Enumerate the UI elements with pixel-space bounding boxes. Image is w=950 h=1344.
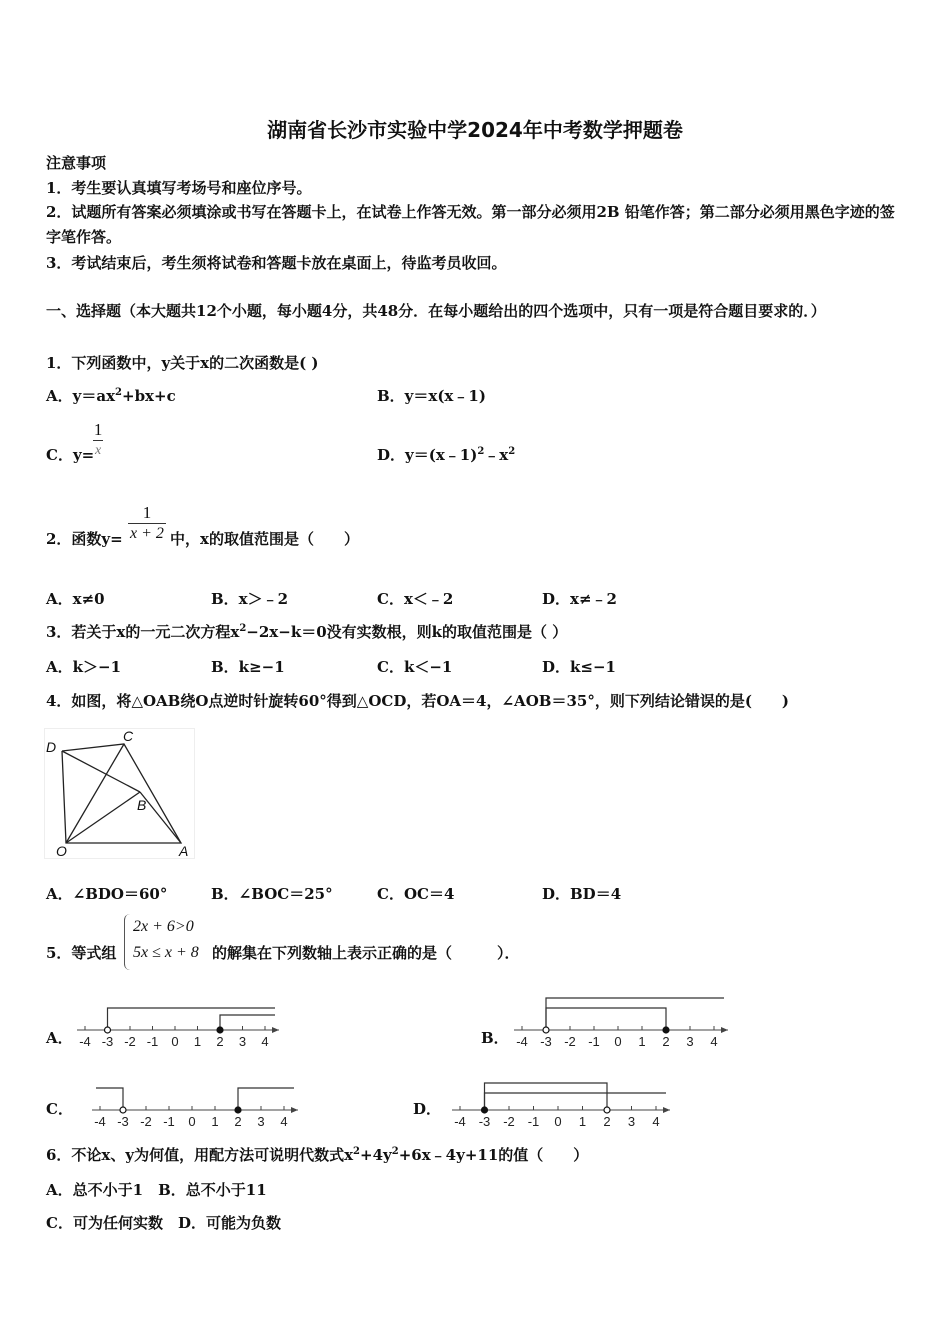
q2-stem-pre: 2．函数y= [46, 530, 123, 548]
tick-label: -3 [540, 1034, 552, 1049]
q4-option-d: D．BD＝4 [542, 885, 622, 903]
q5-inequality-1: 2x + 6>0 [133, 918, 194, 935]
q3-option-a: A．k＞−1 [46, 658, 122, 676]
q4-option-b: B．∠BOC＝25° [211, 885, 333, 903]
tick-label: 2 [234, 1114, 242, 1129]
solution-ray [546, 998, 724, 1030]
tick-label: -1 [527, 1114, 540, 1129]
tick-label: 4 [280, 1114, 288, 1129]
q4-option-c: C．OC＝4 [377, 885, 455, 903]
tick-label: 1 [638, 1034, 646, 1049]
tick-label: -1 [588, 1034, 600, 1049]
tick-label: 4 [261, 1034, 269, 1049]
axis-arrow [272, 1027, 279, 1033]
q6-stem: 6．不论x、y为何值，用配方法可说明代数式$x^2+4y^2+6x﹣4y+11$的值（ ） [46, 1146, 589, 1164]
q1-option-c: C．y= [46, 446, 95, 464]
q4-label-d: D [46, 739, 57, 755]
q2-option-d: D．x≠﹣2 [542, 590, 617, 608]
q4-label-o: O [56, 843, 67, 859]
q3-option-b: B．k≥−1 [211, 658, 285, 676]
q5-numberline-c [70, 1080, 310, 1130]
tick-label: -2 [564, 1034, 576, 1049]
q3-option-c: C．k＜−1 [377, 658, 453, 676]
q5-numberline-d [440, 1075, 680, 1130]
tick-label: 0 [614, 1034, 622, 1049]
q5-inequality-2: 5x ≤ x + 8 [133, 944, 199, 961]
closed-point [235, 1107, 241, 1113]
tick-label: 1 [211, 1114, 219, 1129]
tick-label: -1 [146, 1034, 159, 1049]
q2-stem-post: 中，x的取值范围是（ ） [170, 530, 359, 548]
q4-label-b: B [137, 797, 147, 813]
axis-arrow [291, 1107, 298, 1113]
open-point [543, 1027, 549, 1033]
q5-stem-pre: 5．等式组 [46, 944, 117, 962]
tick-label: 3 [686, 1034, 694, 1049]
axis-arrow [721, 1027, 728, 1033]
q4-label-c: C [123, 728, 134, 744]
q4-figure [44, 728, 198, 862]
tick-label: 2 [216, 1034, 224, 1049]
q2-option-c: C．x＜﹣2 [377, 590, 454, 608]
tick-label: 0 [554, 1114, 562, 1129]
q5-option-c: C． [46, 1100, 73, 1118]
q5-option-a: A． [46, 1029, 73, 1047]
q1-option-a: A．$y=ax^2+bx+c$ [46, 387, 176, 405]
tick-label: -2 [503, 1114, 515, 1129]
solution-ray [485, 1093, 667, 1110]
open-point [105, 1027, 111, 1033]
tick-label: 1 [193, 1034, 202, 1049]
notice-heading: 注意事项 [46, 154, 107, 172]
closed-point [217, 1027, 223, 1033]
q6-options-cd: C．可为任何实数 D．可能为负数 [46, 1214, 281, 1232]
section-heading: 一、选择题（本大题共12个小题，每小题4分，共48分．在每小题给出的四个选项中，只有一项是符合题目要求的．） [46, 302, 826, 320]
q5-option-d: D． [413, 1100, 442, 1118]
tick-label: -4 [454, 1114, 466, 1129]
q1-option-d: D．$y=(x﹣1)^2﹣x^2$ [377, 446, 516, 464]
tick-label: 3 [238, 1034, 247, 1049]
q3-stem: 3．若关于x的一元二次方程$x^2-2x-k=0$没有实数根，则k的取值范围是（ ） [46, 623, 568, 641]
tick-label: -4 [94, 1114, 106, 1129]
q4-label-a: A [179, 843, 189, 859]
closed-point [663, 1027, 669, 1033]
page-title: 湖南省长沙市实验中学2024年中考数学押题卷 [267, 118, 683, 142]
open-point [120, 1107, 126, 1113]
q2-option-b: B．x＞﹣2 [211, 590, 289, 608]
tick-label: -3 [101, 1034, 114, 1049]
tick-label: -3 [478, 1114, 491, 1129]
tick-label: -1 [163, 1114, 175, 1129]
q1-stem: 1．下列函数中，y关于x的二次函数是( ) [46, 354, 319, 372]
tick-label: 0 [171, 1034, 179, 1049]
closed-point [482, 1107, 488, 1113]
q4-option-a: A．∠BDO＝60° [46, 885, 168, 903]
tick-label: 3 [257, 1114, 265, 1129]
q5-numberline-a [70, 1000, 290, 1050]
tick-label: 4 [652, 1114, 660, 1129]
tick-label: -4 [79, 1034, 91, 1049]
tick-label: 3 [627, 1114, 636, 1129]
tick-label: -2 [124, 1034, 136, 1049]
axis-arrow [663, 1107, 670, 1113]
q6-options-ab: A．总不小于1 B．总不小于11 [46, 1181, 267, 1199]
tick-label: 1 [578, 1114, 587, 1129]
notice-item-3: 3．考试结束后，考生须将试卷和答题卡放在桌面上，待监考员收回。 [46, 254, 507, 272]
solution-ray [108, 1008, 276, 1030]
tick-label: 4 [710, 1034, 718, 1049]
tick-label: 2 [603, 1114, 611, 1129]
solution-ray [238, 1088, 294, 1110]
tick-label: -4 [516, 1034, 528, 1049]
q1-option-b: B．y＝x(x﹣1) [377, 387, 486, 405]
tick-label: 2 [662, 1034, 670, 1049]
q3-option-d: D．k≤−1 [542, 658, 616, 676]
q2-fraction: $\frac{1}{x + 2}$ [130, 503, 164, 542]
solution-ray [546, 1008, 666, 1030]
solution-ray [220, 1015, 275, 1030]
tick-label: -3 [117, 1114, 129, 1129]
q2-option-a: A．x≠0 [46, 590, 105, 608]
q4-stem: 4．如图，将△OAB绕O点逆时针旋转60°得到△OCD，若OA＝4，∠AOB＝35°，则下列结论错误的是( ) [46, 692, 790, 710]
solution-ray [485, 1083, 608, 1110]
open-point [604, 1107, 610, 1113]
notice-item-1: 1．考生要认真填写考场号和座位序号。 [46, 179, 312, 197]
q5-option-b: B． [481, 1029, 509, 1047]
q5-inequality-system [124, 914, 219, 970]
q1-c-fraction: $\frac{1}{x}$ [93, 420, 103, 461]
notice-item-2: 2．试题所有答案必须填涂或书写在答题卡上，在试卷上作答无效。第一部分必须用2B 铅笔作答；第二部分必须用黑色字迹的签字笔作答。 [46, 203, 895, 246]
tick-label: -2 [140, 1114, 152, 1129]
q5-numberline-b [505, 990, 745, 1050]
q5-stem-post: 的解集在下列数轴上表示正确的是（ ）． [212, 944, 520, 962]
tick-label: 0 [188, 1114, 196, 1129]
